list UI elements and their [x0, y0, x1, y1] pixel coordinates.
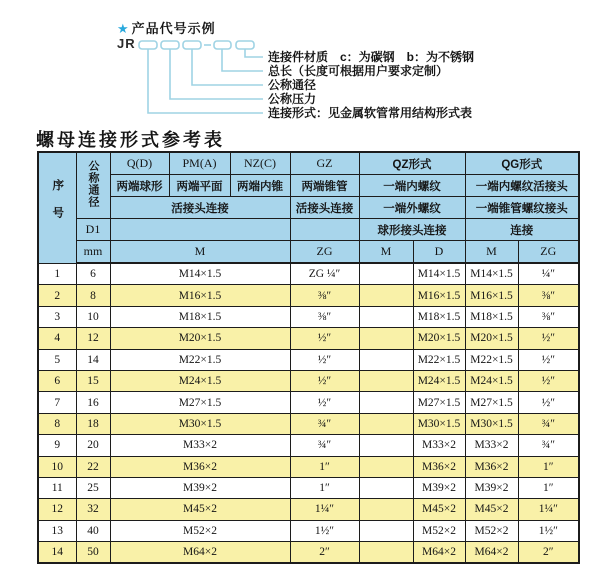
cell-qg-m: M16×1.5 [465, 285, 518, 306]
table-row [38, 499, 579, 520]
cell-gz-zg: ½″ [290, 328, 359, 349]
cell-dn: 22 [76, 456, 110, 477]
cell-qg-zg: ⅜″ [518, 285, 579, 306]
label-total-length: 总长（长度可根据用户要求定制） [268, 64, 449, 78]
header-qz-desc1: 一端内螺纹 [359, 175, 465, 197]
cell-thread-m: M39×2 [110, 477, 290, 498]
cell-qz-m [359, 542, 413, 564]
header-d1: D1 [76, 219, 110, 241]
cell-qg-zg: 1½″ [518, 520, 579, 541]
cell-qg-zg: 1″ [518, 456, 579, 477]
cell-qz-d: M30×1.5 [413, 413, 465, 434]
table-row [38, 349, 579, 370]
header-qg-desc1: 一端内螺纹活接头 [465, 175, 579, 197]
cell-gz-zg: ½″ [290, 392, 359, 413]
connector-line-length [222, 49, 263, 71]
cell-gz-zg: 1½″ [290, 520, 359, 541]
cell-dn: 10 [76, 306, 110, 327]
code-box-5 [236, 41, 254, 49]
cell-gz-zg: ⅜″ [290, 306, 359, 327]
table-row [38, 263, 579, 285]
cell-thread-m: M20×1.5 [110, 328, 290, 349]
cell-qz-d: M16×1.5 [413, 285, 465, 306]
header-gz: GZ [290, 152, 359, 175]
table-row [38, 435, 579, 456]
cell-seq: 12 [38, 499, 76, 520]
header-qz-m: M [359, 241, 413, 264]
cell-qz-m [359, 520, 413, 541]
header-q: Q(D) [110, 152, 169, 175]
cell-qz-d: M22×1.5 [413, 349, 465, 370]
table-row [38, 370, 579, 391]
code-prefix: JR [117, 36, 136, 51]
cell-qz-m [359, 349, 413, 370]
header-gz-desc: 两端锥管 [290, 175, 359, 197]
header-empty-gz [290, 219, 359, 241]
cell-gz-zg: ¾″ [290, 435, 359, 456]
header-mm: mm [76, 241, 110, 264]
cell-gz-zg: ⅜″ [290, 285, 359, 306]
cell-thread-m: M22×1.5 [110, 349, 290, 370]
cell-gz-zg: 1″ [290, 477, 359, 498]
code-box-3 [183, 41, 201, 49]
cell-seq: 8 [38, 413, 76, 434]
header-union-conn: 活接头连接 [110, 197, 290, 219]
cell-qz-m [359, 263, 413, 285]
cell-qg-m: M30×1.5 [465, 413, 518, 434]
cell-seq: 5 [38, 349, 76, 370]
cell-seq: 6 [38, 370, 76, 391]
header-zg: ZG [290, 241, 359, 264]
table-row [38, 306, 579, 327]
cell-dn: 14 [76, 349, 110, 370]
cell-gz-zg: ½″ [290, 370, 359, 391]
cell-qz-m [359, 370, 413, 391]
cell-thread-m: M36×2 [110, 456, 290, 477]
cell-qz-m [359, 477, 413, 498]
cell-gz-zg: 1¼″ [290, 499, 359, 520]
cell-qz-d: M36×2 [413, 456, 465, 477]
label-nominal-diameter: 公称通径 [268, 78, 317, 92]
header-q-desc: 两端球形 [110, 175, 169, 197]
header-dn: 公称通径 [76, 152, 110, 219]
cell-qg-zg: ½″ [518, 328, 579, 349]
header-qz: QZ形式 [359, 152, 465, 175]
table-title: 螺母连接形式参考表 [36, 130, 225, 150]
header-nz-desc: 两端内锥 [230, 175, 290, 197]
header-qz-d: D [413, 241, 465, 264]
star-icon: ★ [117, 21, 130, 36]
cell-thread-m: M52×2 [110, 520, 290, 541]
cell-qg-m: M14×1.5 [465, 263, 518, 285]
cell-seq: 7 [38, 392, 76, 413]
header-qg: QG形式 [465, 152, 579, 175]
cell-qg-m: M45×2 [465, 499, 518, 520]
cell-dn: 18 [76, 413, 110, 434]
cell-dn: 50 [76, 542, 110, 564]
cell-qz-d: M39×2 [413, 477, 465, 498]
cell-qg-zg: ¼″ [518, 263, 579, 285]
header-qz-desc2: 一端外螺纹 [359, 197, 465, 219]
cell-gz-zg: 1″ [290, 456, 359, 477]
header-gz-conn: 活接头连接 [290, 197, 359, 219]
label-nominal-pressure: 公称压力 [268, 92, 317, 106]
cell-qz-d: M27×1.5 [413, 392, 465, 413]
cell-thread-m: M33×2 [110, 435, 290, 456]
cell-thread-m: M27×1.5 [110, 392, 290, 413]
cell-seq: 10 [38, 456, 76, 477]
cell-qz-d: M33×2 [413, 435, 465, 456]
cell-qg-m: M24×1.5 [465, 370, 518, 391]
cell-seq: 11 [38, 477, 76, 498]
table-row [38, 520, 579, 541]
table-row [38, 328, 579, 349]
cell-qg-zg: ½″ [518, 392, 579, 413]
nut-connection-table [37, 151, 580, 564]
cell-dn: 25 [76, 477, 110, 498]
cell-qz-d: M18×1.5 [413, 306, 465, 327]
cell-dn: 20 [76, 435, 110, 456]
table-header [38, 152, 579, 263]
table-body [38, 263, 579, 563]
cell-thread-m: M24×1.5 [110, 370, 290, 391]
header-qg-zg: ZG [518, 241, 579, 264]
cell-qz-m [359, 392, 413, 413]
cell-qg-m: M22×1.5 [465, 349, 518, 370]
header-pm: PM(A) [169, 152, 230, 175]
cell-seq: 1 [38, 263, 76, 285]
code-box-2 [161, 41, 179, 49]
header-m: M [110, 241, 290, 264]
cell-thread-m: M64×2 [110, 542, 290, 564]
cell-dn: 8 [76, 285, 110, 306]
table-row [38, 477, 579, 498]
code-box-1 [139, 41, 157, 49]
cell-seq: 3 [38, 306, 76, 327]
cell-qg-m: M18×1.5 [465, 306, 518, 327]
header-seq: 序号 [38, 152, 76, 263]
header-nz: NZ(C) [230, 152, 290, 175]
cell-qz-d: M14×1.5 [413, 263, 465, 285]
cell-thread-m: M30×1.5 [110, 413, 290, 434]
cell-qg-m: M33×2 [465, 435, 518, 456]
table-row [38, 285, 579, 306]
cell-qz-m [359, 456, 413, 477]
cell-thread-m: M14×1.5 [110, 263, 290, 285]
table-row [38, 413, 579, 434]
cell-dn: 6 [76, 263, 110, 285]
header-qg-conn: 连接 [465, 219, 579, 241]
cell-dn: 32 [76, 499, 110, 520]
cell-qg-m: M64×2 [465, 542, 518, 564]
cell-gz-zg: ¾″ [290, 413, 359, 434]
cell-gz-zg: ½″ [290, 349, 359, 370]
cell-qg-zg: ¾″ [518, 435, 579, 456]
cell-qg-zg: ½″ [518, 370, 579, 391]
code-box-4 [214, 41, 231, 49]
cell-qz-d: M52×2 [413, 520, 465, 541]
cell-qg-zg: ¾″ [518, 413, 579, 434]
cell-qg-m: M20×1.5 [465, 328, 518, 349]
cell-qz-d: M45×2 [413, 499, 465, 520]
cell-qz-m [359, 499, 413, 520]
cell-qz-d: M20×1.5 [413, 328, 465, 349]
table-row [38, 392, 579, 413]
cell-gz-zg: 2″ [290, 542, 359, 564]
cell-gz-zg: ZG ¼″ [290, 263, 359, 285]
cell-thread-m: M45×2 [110, 499, 290, 520]
cell-thread-m: M18×1.5 [110, 306, 290, 327]
label-connection-form: 连接形式：见金属软管常用结构形式表 [268, 106, 473, 120]
cell-dn: 15 [76, 370, 110, 391]
cell-qg-zg: 1″ [518, 477, 579, 498]
cell-qg-m: M36×2 [465, 456, 518, 477]
table-row [38, 542, 579, 564]
header-pm-desc: 两端平面 [169, 175, 230, 197]
cell-dn: 16 [76, 392, 110, 413]
cell-qg-zg: 1¼″ [518, 499, 579, 520]
connector-line-form [148, 49, 263, 113]
cell-qz-m [359, 285, 413, 306]
header-qg-m: M [465, 241, 518, 264]
cell-seq: 14 [38, 542, 76, 564]
header-empty-m [110, 219, 290, 241]
cell-seq: 4 [38, 328, 76, 349]
cell-qz-m [359, 435, 413, 456]
cell-qz-d: M64×2 [413, 542, 465, 564]
connector-line-diameter [192, 49, 263, 85]
cell-seq: 13 [38, 520, 76, 541]
cell-qg-m: M39×2 [465, 477, 518, 498]
cell-qg-zg: 2″ [518, 542, 579, 564]
table-row [38, 456, 579, 477]
label-connector-material: 连接件材质 c：为碳钢 b：为不锈钢 [268, 50, 475, 64]
connector-line-material [245, 49, 263, 57]
cell-qz-d: M24×1.5 [413, 370, 465, 391]
cell-qg-zg: ½″ [518, 349, 579, 370]
cell-qz-m [359, 306, 413, 327]
cell-qz-m [359, 328, 413, 349]
cell-qz-m [359, 413, 413, 434]
diagram-heading-text: 产品代号示例 [131, 21, 216, 36]
cell-thread-m: M16×1.5 [110, 285, 290, 306]
header-qg-desc2: 一端锥管螺纹接头 [465, 197, 579, 219]
cell-seq: 2 [38, 285, 76, 306]
cell-dn: 40 [76, 520, 110, 541]
cell-qg-m: M27×1.5 [465, 392, 518, 413]
header-qz-conn: 球形接头连接 [359, 219, 465, 241]
cell-seq: 9 [38, 435, 76, 456]
cell-qg-zg: ⅜″ [518, 306, 579, 327]
cell-dn: 12 [76, 328, 110, 349]
cell-qg-m: M52×2 [465, 520, 518, 541]
